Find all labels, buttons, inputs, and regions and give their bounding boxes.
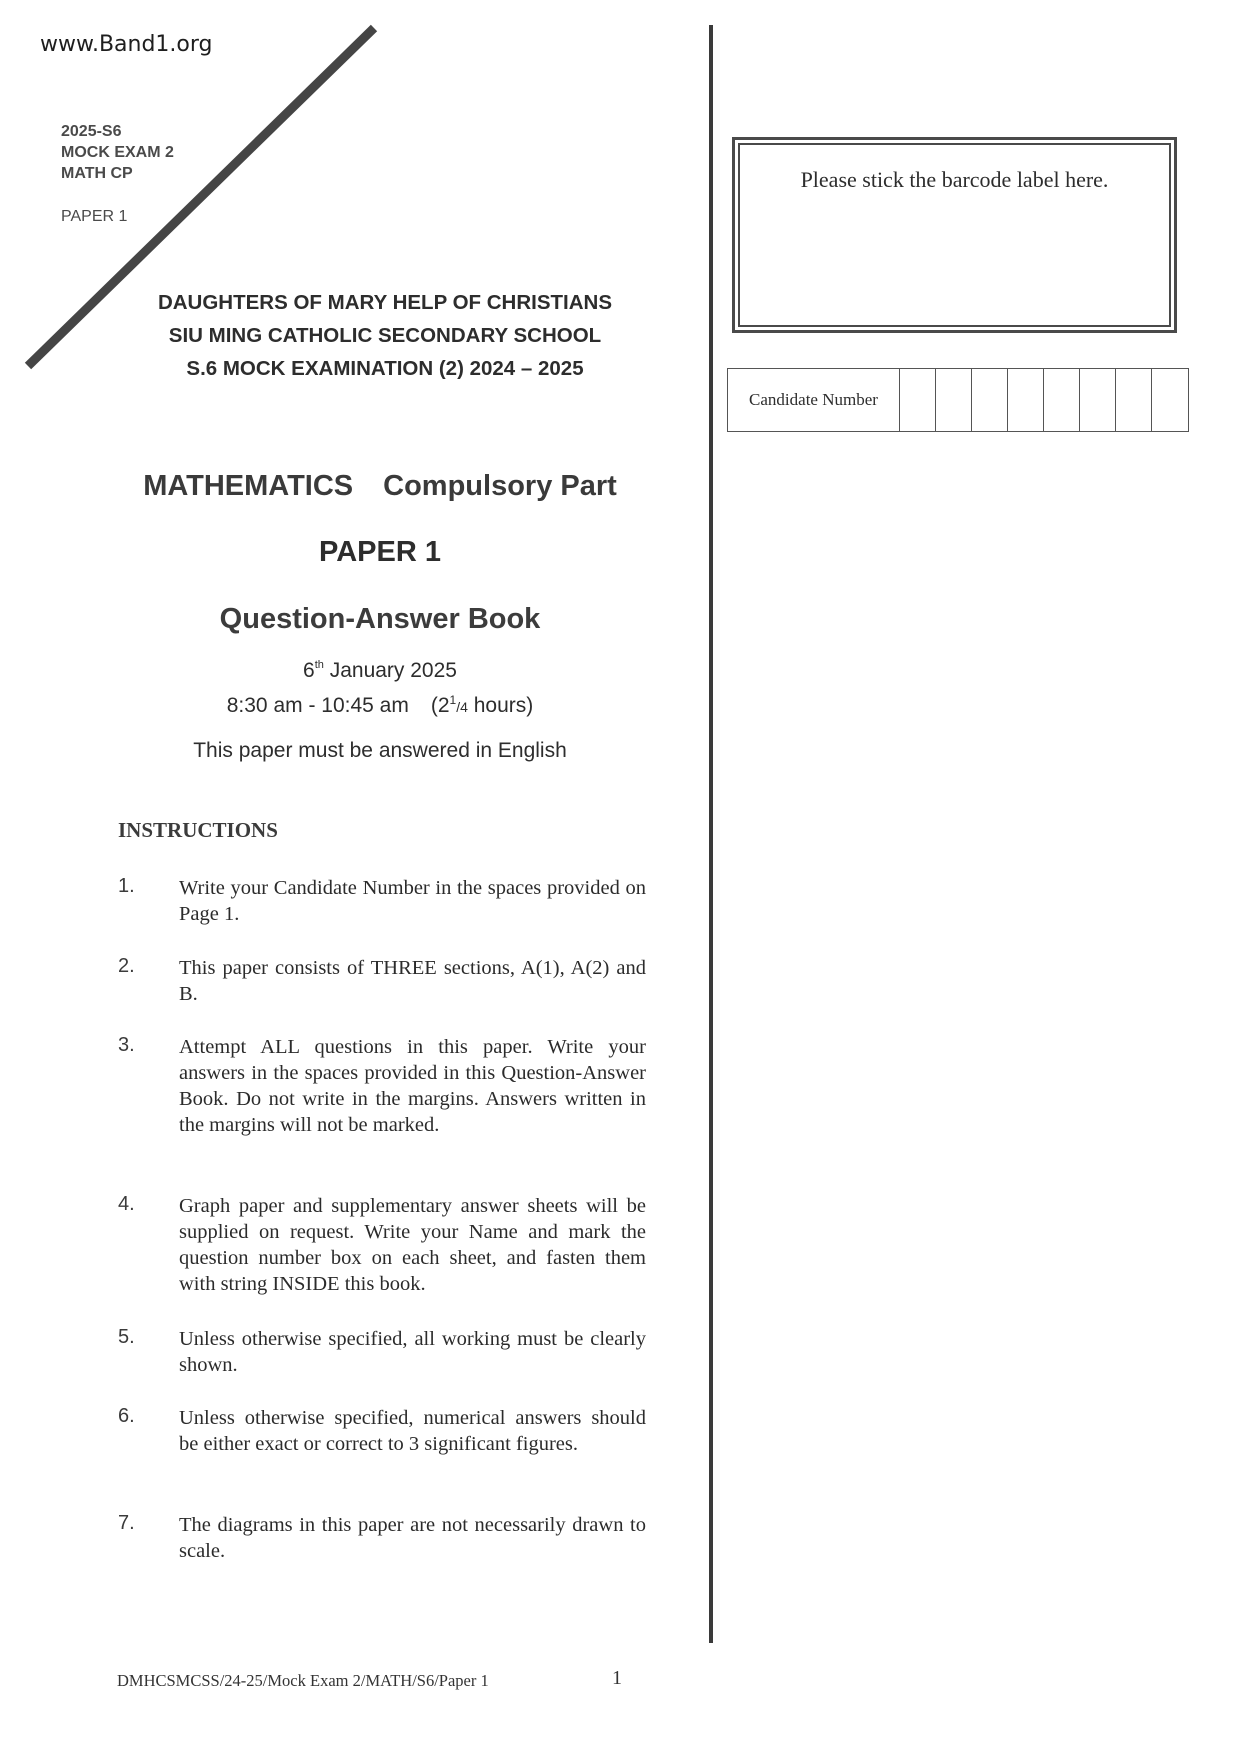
candidate-number-box[interactable] bbox=[1116, 369, 1152, 431]
page-column-divider bbox=[709, 25, 713, 1643]
paper-title: PAPER 1 bbox=[319, 536, 441, 568]
date-day: 6 bbox=[303, 659, 315, 682]
instructions-heading: INSTRUCTIONS bbox=[118, 818, 278, 842]
candidate-number-grid bbox=[727, 368, 1189, 432]
footer-paper-code: DMHCSMCSS/24-25/Mock Exam 2/MATH/S6/Paper 1 bbox=[117, 1671, 489, 1690]
exam-date bbox=[110, 659, 650, 683]
subject-heading bbox=[110, 470, 650, 503]
exam-time bbox=[110, 693, 650, 718]
duration-fraction-numerator: 1 bbox=[449, 693, 457, 707]
barcode-instruction: Please stick the barcode label here. bbox=[800, 167, 1109, 192]
instruction-text: Unless otherwise specified, numerical answers should be either exact or correct to 3 significant figures. bbox=[179, 1407, 646, 1455]
subject-part: Compulsory Part bbox=[383, 470, 617, 502]
instruction-number: 1. bbox=[118, 875, 135, 897]
instruction-text: Attempt ALL questions in this paper. Write your answers in the spaces provided in this Question-Answer Book. Do not write in the margins. Answers written in the margins will not be marked. bbox=[179, 1036, 646, 1136]
instruction-text: Graph paper and supplementary answer sheets will be supplied on request. Write your Name and mark the question number box on each sheet, and fasten them with string INSIDE this book. bbox=[179, 1195, 646, 1295]
language-note: This paper must be answered in English bbox=[193, 739, 567, 762]
instruction-number: 5. bbox=[118, 1326, 135, 1348]
barcode-inner-frame bbox=[738, 143, 1171, 327]
duration-fraction-denominator: /4 bbox=[456, 699, 468, 715]
instruction-text: This paper consists of THREE sections, A(1), A(2) and B. bbox=[179, 957, 646, 1005]
instruction-text: Unless otherwise specified, all working must be clearly shown. bbox=[179, 1328, 646, 1376]
candidate-number-box[interactable] bbox=[936, 369, 972, 431]
instruction-number: 3. bbox=[118, 1034, 135, 1056]
corner-label-line: MOCK EXAM 2 bbox=[61, 144, 174, 161]
site-watermark-url: www.Band1.org bbox=[40, 32, 213, 57]
time-range: 8:30 am - 10:45 am bbox=[226, 694, 409, 717]
instruction-number: 4. bbox=[118, 1193, 135, 1215]
candidate-number-box[interactable] bbox=[1044, 369, 1080, 431]
corner-paper-label: PAPER 1 bbox=[61, 208, 128, 225]
candidate-number-box[interactable] bbox=[1008, 369, 1044, 431]
diagonal-line bbox=[28, 28, 374, 366]
candidate-number-box[interactable] bbox=[1152, 369, 1188, 431]
instruction-number: 2. bbox=[118, 955, 135, 977]
instruction-number: 6. bbox=[118, 1405, 135, 1427]
duration-close: hours) bbox=[467, 694, 534, 717]
instruction-text: Write your Candidate Number in the spaces provided on Page 1. bbox=[179, 877, 646, 925]
corner-label-line: 2025-S6 bbox=[61, 123, 122, 140]
date-suffix: th bbox=[314, 659, 324, 671]
instruction-text: The diagrams in this paper are not necessarily drawn to scale. bbox=[179, 1514, 646, 1562]
instruction-number: 7. bbox=[118, 1512, 135, 1534]
subject-name: MATHEMATICS bbox=[143, 470, 354, 502]
candidate-number-box[interactable] bbox=[972, 369, 1008, 431]
date-rest: January 2025 bbox=[323, 659, 457, 682]
candidate-number-box[interactable] bbox=[1080, 369, 1116, 431]
corner-label-line: MATH CP bbox=[61, 165, 133, 182]
school-name-line-1: DAUGHTERS OF MARY HELP OF CHRISTIANS bbox=[157, 291, 613, 314]
corner-exam-label bbox=[61, 121, 174, 184]
candidate-number-box[interactable] bbox=[900, 369, 936, 431]
duration-open: (2 bbox=[430, 694, 450, 717]
barcode-label-area bbox=[732, 137, 1177, 333]
exam-series-title: S.6 MOCK EXAMINATION (2) 2024 – 2025 bbox=[186, 357, 584, 380]
book-title: Question-Answer Book bbox=[219, 603, 541, 635]
candidate-number-label: Candidate Number bbox=[728, 369, 900, 431]
page-number: 1 bbox=[612, 1667, 622, 1689]
school-name-line-2: SIU MING CATHOLIC SECONDARY SCHOOL bbox=[168, 324, 602, 347]
